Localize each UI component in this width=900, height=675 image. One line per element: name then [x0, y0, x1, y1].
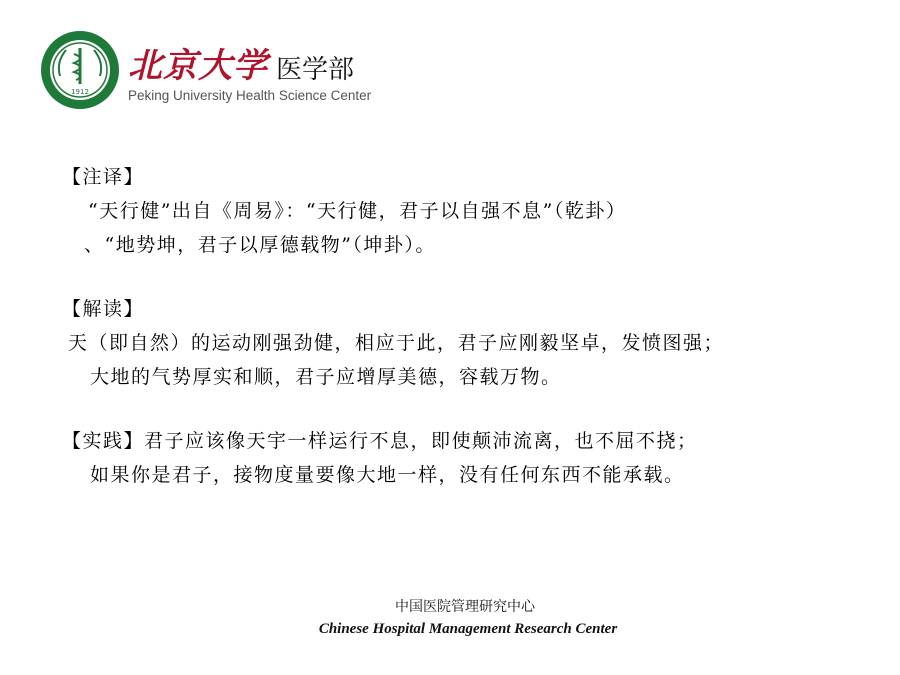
logo-english-name: Peking University Health Science Center: [128, 88, 372, 103]
slide-body: [62, 160, 882, 492]
footer: [0, 596, 900, 640]
university-seal-icon: [40, 30, 120, 110]
svg-text:1912: 1912: [71, 88, 89, 96]
header-logo: [40, 28, 380, 112]
note-line-1: “天行健”出自《周易》：“天行健，君子以自强不息”（乾卦）: [88, 200, 627, 222]
reading-line-2: 大地的气势厚实和顺，君子应增厚美德，容载万物。: [90, 366, 562, 388]
reading-line-1: 天（即自然）的运动刚强劲健，相应于此，君子应刚毅坚卓，发愤图强；: [68, 332, 725, 354]
logo-university-name: 北京大学: [128, 46, 268, 86]
logo-department: 医学部: [276, 55, 355, 85]
footer-en-title: Chinese Hospital Management Research Center: [318, 621, 618, 637]
note-heading: 【注译】: [62, 166, 145, 188]
practice-line-2: 如果你是君子，接物度量要像大地一样，没有任何东西不能承载。: [90, 464, 685, 486]
note-line-2: 、“地势坤，君子以厚德载物”（坤卦）。: [84, 234, 436, 256]
reading-heading: 【解读】: [62, 298, 145, 320]
practice-text-1: 君子应该像天宇一样运行不息，即使颠沛流离，也不屈不挠；: [144, 430, 698, 452]
footer-cn-title: 中国医院管理研究中心: [395, 599, 535, 615]
practice-heading: 【实践】: [62, 430, 145, 452]
practice-line-1: [62, 424, 882, 458]
